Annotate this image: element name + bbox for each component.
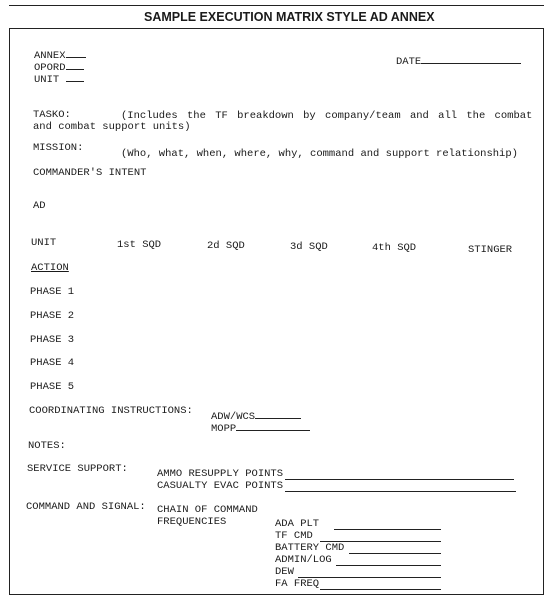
unit-blank[interactable]	[66, 72, 84, 82]
chain-of-command-label: CHAIN OF COMMAND	[157, 504, 258, 516]
col-unit: UNIT	[31, 237, 57, 249]
unit-field	[34, 72, 84, 86]
annex-label: ANNEX	[34, 50, 66, 62]
date-field	[396, 54, 521, 68]
page-title: SAMPLE EXECUTION MATRIX STYLE AD ANNEX	[144, 10, 435, 24]
tasko-text-line1: (Includes the TF breakdown by company/team and all the combat	[121, 110, 533, 122]
opord-blank[interactable]	[66, 60, 84, 70]
casualty-label: CASUALTY EVAC POINTS	[157, 480, 284, 492]
frequencies-label: FREQUENCIES	[157, 516, 227, 528]
ammo-blank[interactable]	[285, 479, 514, 480]
commanders-intent-label: COMMANDER'S INTENT	[33, 167, 147, 179]
adw-blank[interactable]	[255, 409, 301, 419]
col-stinger: STINGER	[468, 244, 513, 256]
notes-label: NOTES:	[28, 440, 66, 452]
service-support-label: SERVICE SUPPORT:	[27, 463, 128, 475]
bottom-border	[9, 594, 544, 595]
freq-battery-cmd-blank[interactable]	[349, 553, 441, 554]
freq-ada-plt: ADA PLT	[275, 518, 320, 530]
freq-admin-log: ADMIN/LOG	[275, 554, 332, 566]
right-border	[543, 28, 544, 594]
action-label: ACTION	[31, 262, 69, 274]
freq-fa-freq-blank[interactable]	[320, 589, 441, 590]
freq-dew-blank[interactable]	[298, 577, 441, 578]
phase-4: PHASE 4	[30, 357, 75, 369]
command-signal-label: COMMAND AND SIGNAL:	[26, 501, 146, 513]
date-blank[interactable]	[421, 54, 521, 64]
mission-label: MISSION:	[33, 142, 84, 154]
phase-2: PHASE 2	[30, 310, 75, 322]
mopp-label: MOPP	[211, 423, 237, 435]
col-4th-sqd: 4th SQD	[372, 242, 417, 254]
freq-admin-log-blank[interactable]	[336, 565, 441, 566]
unit-label: UNIT	[34, 74, 60, 86]
casualty-blank[interactable]	[285, 491, 516, 492]
ammo-label: AMMO RESUPPLY POINTS	[157, 468, 284, 480]
tasko-label: TASKO:	[33, 109, 71, 121]
freq-ada-plt-blank[interactable]	[334, 529, 441, 530]
left-border	[9, 28, 10, 594]
freq-fa-freq: FA FREQ	[275, 578, 320, 590]
freq-battery-cmd: BATTERY CMD	[275, 542, 345, 554]
mopp-field	[211, 421, 310, 435]
ad-label: AD	[33, 200, 46, 212]
date-label: DATE	[396, 56, 422, 68]
phase-1: PHASE 1	[30, 286, 75, 298]
tasko-text-line2: and combat support units)	[33, 121, 191, 133]
phase-5: PHASE 5	[30, 381, 75, 393]
col-1st-sqd: 1st SQD	[117, 239, 162, 251]
phase-3: PHASE 3	[30, 334, 75, 346]
title-underline-rule	[9, 28, 544, 29]
adw-label: ADW/WCS	[211, 411, 256, 423]
freq-tf-cmd: TF CMD	[275, 530, 313, 542]
annex-blank[interactable]	[66, 48, 86, 58]
freq-dew: DEW	[275, 566, 294, 578]
top-border-rule	[9, 5, 544, 6]
col-2d-sqd: 2d SQD	[207, 240, 245, 252]
coordinating-label: COORDINATING INSTRUCTIONS:	[29, 405, 193, 417]
opord-label: OPORD	[34, 62, 66, 74]
col-3d-sqd: 3d SQD	[290, 241, 328, 253]
mission-text: (Who, what, when, where, why, command and support relationship)	[121, 148, 518, 160]
mopp-blank[interactable]	[236, 421, 310, 431]
